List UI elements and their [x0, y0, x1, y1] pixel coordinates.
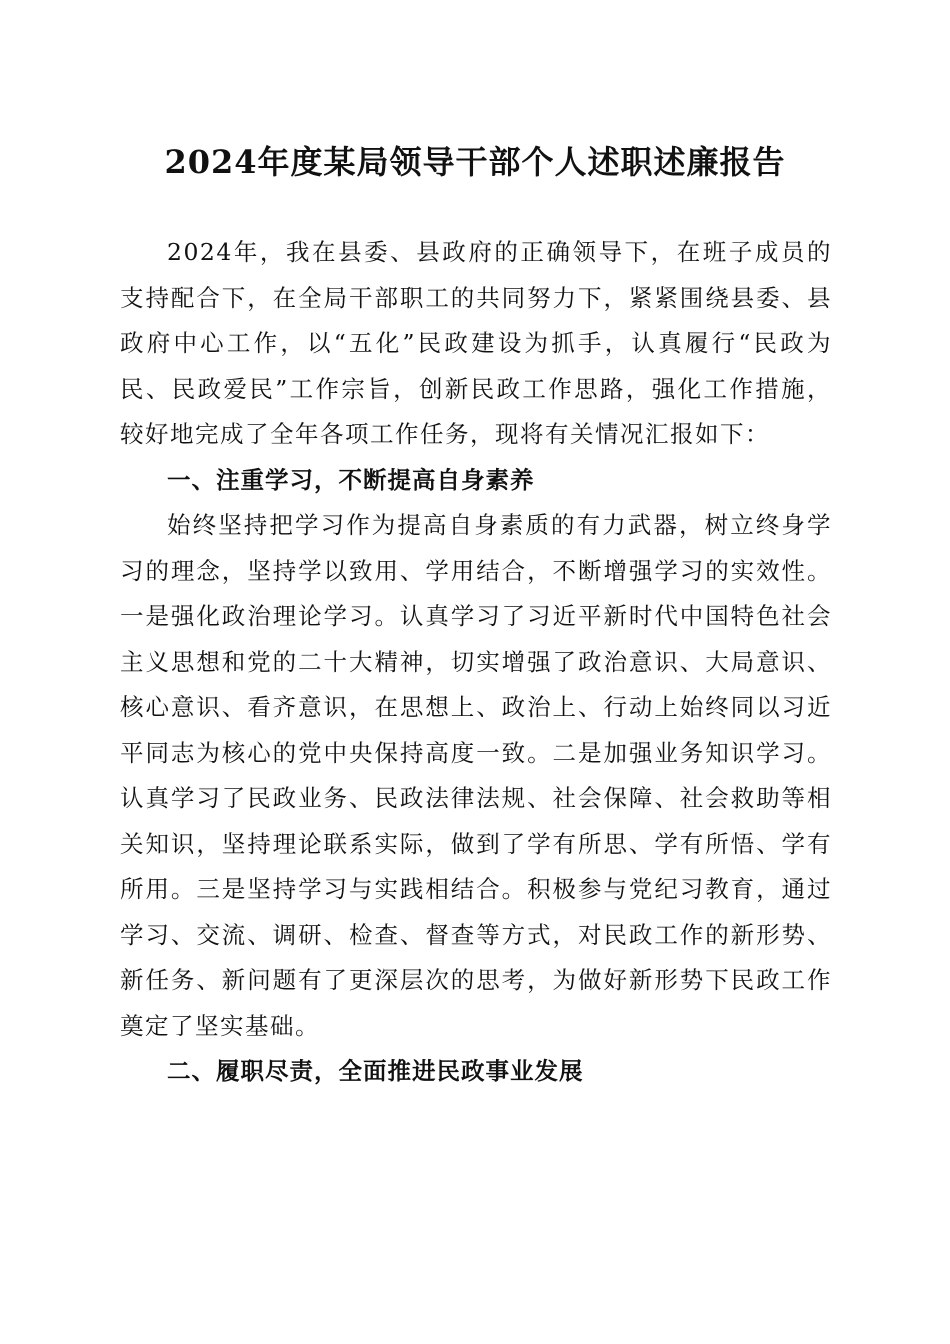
- intro-paragraph: 2024年，我在县委、县政府的正确领导下，在班子成员的支持配合下，在全局干部职工的共同努力下，紧紧围绕县委、县政府中心工作，以“五化”民政建设为抓手，认真履行“民政为民、民政爱民”工作宗旨，创新民政工作思路，强化工作措施，较好地完成了全年各项工作任务，现将有关情况汇报如下：: [120, 238, 832, 448]
- section-heading-1: 一、注重学习，不断提高自身素养: [167, 465, 535, 494]
- document-title: 2024年度某局领导干部个人述职述廉报告: [164, 143, 786, 181]
- section-heading-2: 二、履职尽责，全面推进民政事业发展: [167, 1057, 584, 1085]
- document-body: [120, 230, 832, 1095]
- section-paragraph-1: 始终坚持把学习作为提高自身素质的有力武器，树立终身学习的理念，坚持学以致用、学用结合，不断增强学习的实效性。一是强化政治理论学习。认真学习了习近平新时代中国特色社会主义思想和党的二十大精神，切实增强了政治意识、大局意识、核心意识、看齐意识，在思想上、政治上、行动上始终同以习近平同志为核心的党中央保持高度一致。二是加强业务知识学习。认真学习了民政业务、民政法律法规、社会保障、社会救助等相关知识，坚持理论联系实际，做到了学有所思、学有所悟、学有所用。三是坚持学习与实践相结合。积极参与党纪习教育，通过学习、交流、调研、检查、督查等方式，对民政工作的新形势、新任务、新问题有了更深层次的思考，为做好新形势下民政工作奠定了坚实基础。: [120, 511, 832, 1040]
